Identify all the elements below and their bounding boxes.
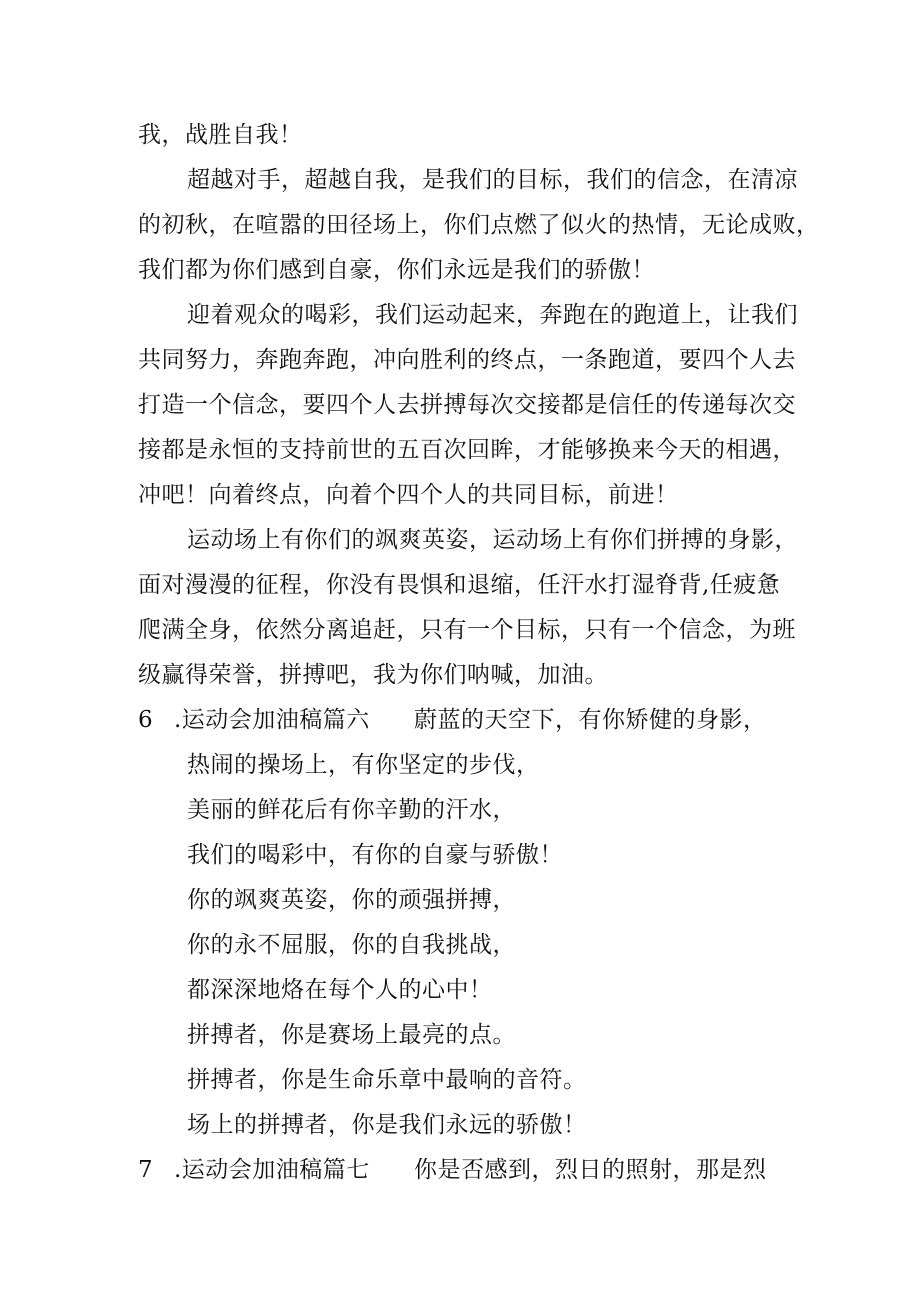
poem-line: 拼搏者，你是赛场上最亮的点。 bbox=[187, 1022, 516, 1048]
poem-line: 拼搏者，你是生命乐章中最响的音符。 bbox=[187, 1067, 587, 1093]
poem-line: 你是否感到，烈日的照射，那是烈 bbox=[414, 1157, 767, 1183]
paragraph-line: 运动场上有你们的飒爽英姿，运动场上有你们拼搏的身影， bbox=[187, 527, 798, 553]
section-6-heading bbox=[138, 705, 767, 735]
paragraph-line: 我，战胜自我！ bbox=[138, 122, 303, 148]
paragraph-line: 爬满全身，依然分离追赶，只有一个目标，只有一个信念，为班 bbox=[138, 617, 796, 643]
poem-line: 蔚蓝的天空下，有你矫健的身影， bbox=[414, 707, 767, 733]
section-title: .运动会加油稿篇六 bbox=[174, 707, 370, 733]
poem-line: 我们的喝彩中，有你的自豪与骄傲！ bbox=[187, 842, 563, 868]
poem-line: 热闹的操场上，有你坚定的步伐， bbox=[187, 752, 540, 778]
poem-line: 你的永不屈服，你的自我挑战， bbox=[187, 932, 516, 958]
poem-line: 场上的拼搏者，你是我们永远的骄傲！ bbox=[187, 1112, 587, 1138]
paragraph-line: 我们都为你们感到自豪，你们永远是我们的骄傲！ bbox=[138, 257, 655, 283]
poem-line: 美丽的鲜花后有你辛勤的汗水， bbox=[187, 797, 516, 823]
paragraph-line: 级赢得荣誉，拼搏吧，我为你们呐喊，加油。 bbox=[138, 662, 608, 688]
paragraph-line: 共同努力，奔跑奔跑，冲向胜利的终点，一条跑道，要四个人去 bbox=[138, 347, 796, 373]
section-number: 6 bbox=[138, 707, 154, 733]
paragraph-line: 的初秋，在喧嚣的田径场上，你们点燃了似火的热情，无论成败， bbox=[138, 212, 820, 238]
poem-line: 你的飒爽英姿，你的顽强拼搏， bbox=[187, 887, 516, 913]
paragraph-line: 超越对手，超越自我，是我们的目标，我们的信念，在清凉 bbox=[187, 167, 798, 193]
paragraph-line: 冲吧！向着终点，向着个四个人的共同目标，前进！ bbox=[138, 482, 679, 508]
section-title: .运动会加油稿篇七 bbox=[174, 1157, 370, 1183]
paragraph-line: 打造一个信念，要四个人去拼搏每次交接都是信任的传递每次交 bbox=[138, 392, 796, 418]
section-number: 7 bbox=[138, 1157, 154, 1183]
section-7-heading bbox=[138, 1155, 767, 1185]
poem-line: 都深深地烙在每个人的心中！ bbox=[187, 977, 493, 1003]
paragraph-line: 迎着观众的喝彩，我们运动起来，奔跑在的跑道上，让我们 bbox=[187, 302, 798, 328]
paragraph-line: 接都是永恒的支持前世的五百次回眸，才能够换来今天的相遇， bbox=[138, 437, 796, 463]
paragraph-line: 面对漫漫的征程，你没有畏惧和退缩，任汗水打湿脊背,任疲惫 bbox=[138, 572, 781, 598]
